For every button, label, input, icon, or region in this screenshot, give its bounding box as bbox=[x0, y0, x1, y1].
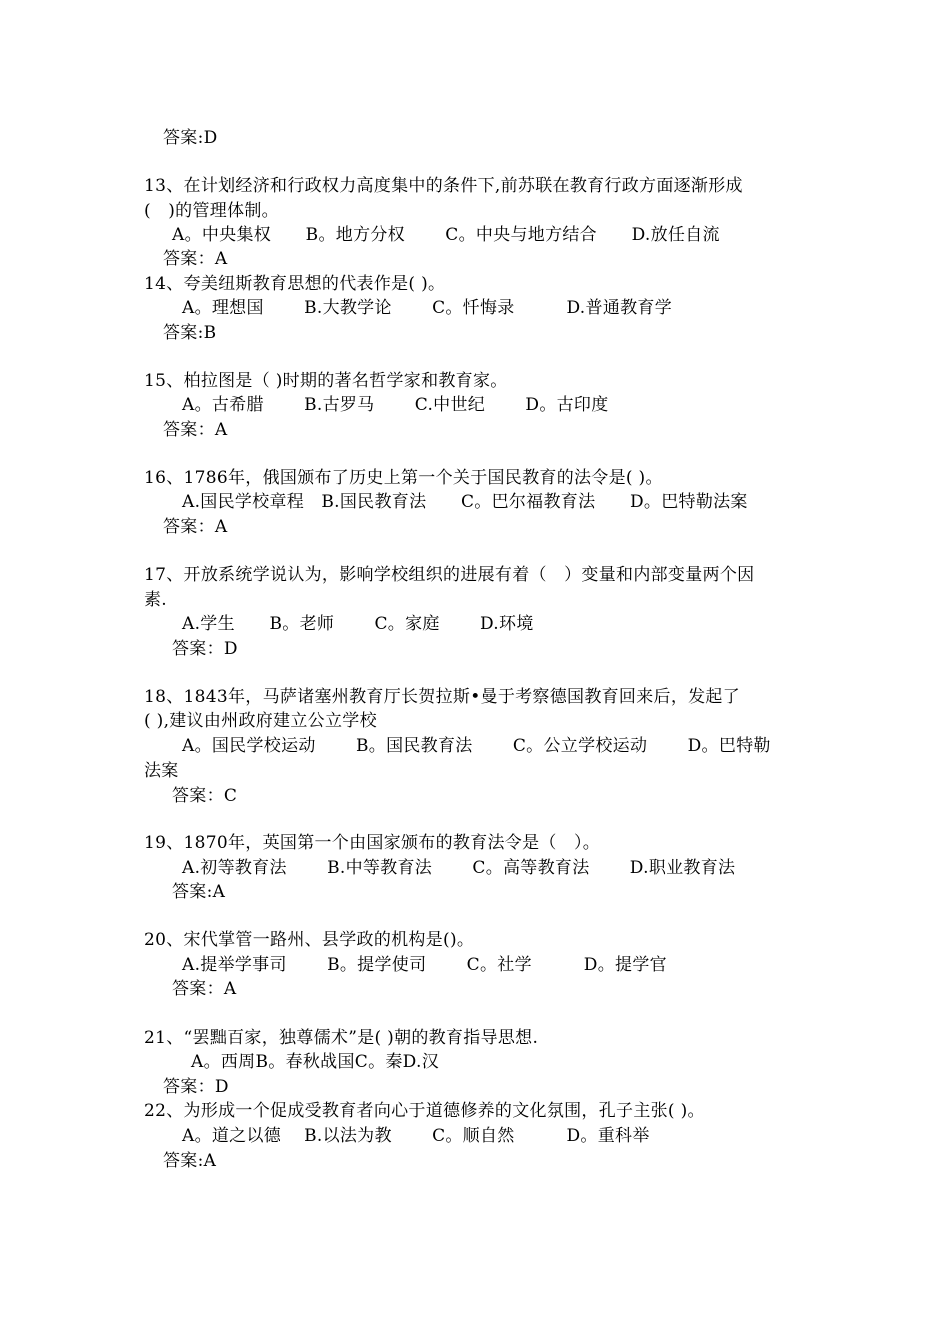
answer-line: 答案:A bbox=[172, 882, 226, 902]
question-text: 18、1843年，马萨诸塞州教育厅长贺拉斯•曼于考察德国教育回来后，发起了 bbox=[144, 687, 741, 707]
question-text: 19、1870年，英国第一个由国家颁布的教育法令是（ ）。 bbox=[144, 833, 601, 853]
answer-line: 答案：D bbox=[172, 639, 238, 659]
answer-line: 答案:D bbox=[163, 128, 218, 148]
options-line: A。国民学校运动 B。国民教育法 C。公立学校运动 D。巴特勒 bbox=[182, 736, 771, 756]
question-text: ( ),建议由州政府建立公立学校 bbox=[144, 711, 377, 731]
options-line: A。古希腊 B.古罗马 C.中世纪 D。古印度 bbox=[182, 395, 609, 415]
answer-line: 答案：A bbox=[163, 249, 228, 269]
answer-line: 答案:B bbox=[163, 323, 217, 343]
answer-line: 答案：C bbox=[172, 786, 238, 806]
question-text: 21、“罢黜百家，独尊儒术”是( )朝的教育指导思想. bbox=[144, 1028, 539, 1048]
options-line: 法案 bbox=[144, 761, 179, 781]
answer-line: 答案：A bbox=[172, 979, 237, 999]
options-line: A.提举学事司 B。提学使司 C。社学 D。提学官 bbox=[182, 955, 667, 975]
options-line: A。西周B。春秋战国C。秦D.汉 bbox=[191, 1052, 440, 1072]
question-text: 17、开放系统学说认为，影响学校组织的进展有着（ ）变量和内部变量两个因 bbox=[144, 565, 755, 585]
options-line: A.国民学校章程 B.国民教育法 C。巴尔福教育法 D。巴特勒法案 bbox=[182, 492, 748, 512]
question-text: 20、宋代掌管一路州、县学政的机构是()。 bbox=[144, 930, 475, 950]
question-text: 22、为形成一个促成受教育者向心于道德修养的文化氛围，孔子主张( )。 bbox=[144, 1101, 705, 1121]
question-text: ( )的管理体制。 bbox=[144, 201, 279, 221]
question-text: 14、夸美纽斯教育思想的代表作是( )。 bbox=[144, 274, 446, 294]
options-line: A.初等教育法 B.中等教育法 C。高等教育法 D.职业教育法 bbox=[182, 858, 736, 878]
options-line: A。理想国 B.大教学论 C。忏悔录 D.普通教育学 bbox=[182, 298, 673, 318]
options-line: A。中央集权 B。地方分权 C。中央与地方结合 D.放任自流 bbox=[172, 225, 720, 245]
question-text: 13、在计划经济和行政权力高度集中的条件下,前苏联在教育行政方面逐渐形成 bbox=[144, 176, 743, 196]
options-line: A.学生 B。老师 C。家庭 D.环境 bbox=[182, 614, 534, 634]
answer-line: 答案：A bbox=[163, 420, 228, 440]
question-text: 15、柏拉图是（ )时期的著名哲学家和教育家。 bbox=[144, 371, 508, 391]
answer-line: 答案：D bbox=[163, 1077, 229, 1097]
answer-line: 答案:A bbox=[163, 1151, 217, 1171]
answer-line: 答案：A bbox=[163, 517, 228, 537]
options-line: A。道之以德 B.以法为教 C。顺自然 D。重科举 bbox=[182, 1126, 650, 1146]
question-text: 素. bbox=[144, 590, 168, 610]
question-text: 16、1786年，俄国颁布了历史上第一个关于国民教育的法令是( )。 bbox=[144, 468, 663, 488]
